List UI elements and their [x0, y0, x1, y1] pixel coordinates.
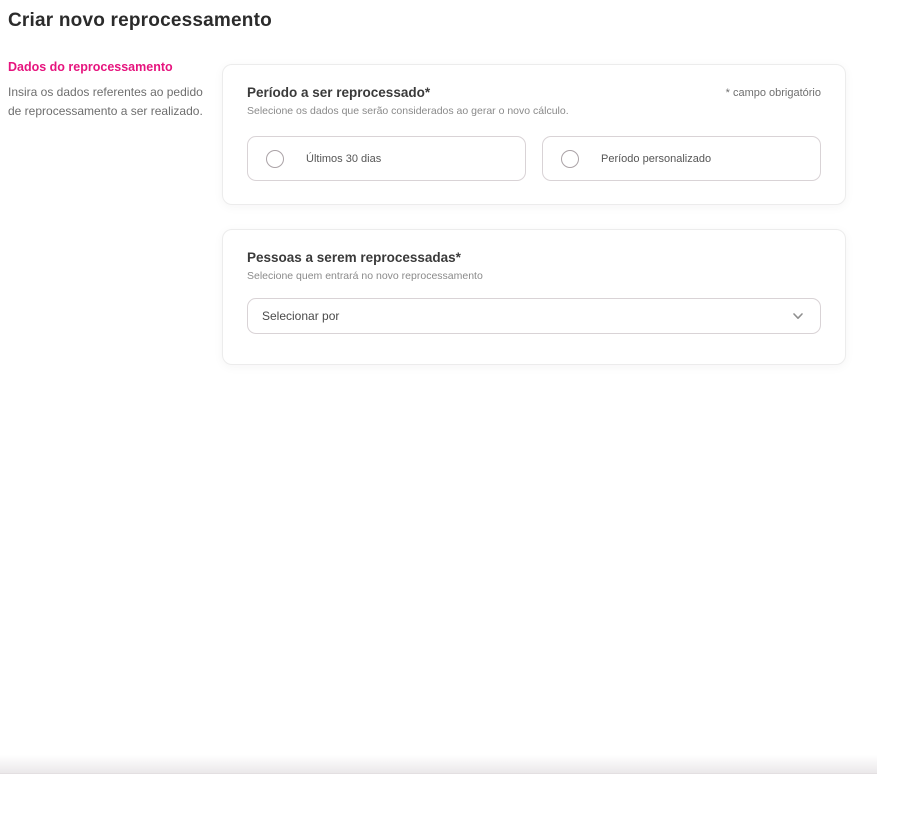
- period-card-header: [247, 85, 821, 100]
- page-title: Criar novo reprocessamento: [8, 10, 272, 31]
- period-options-row: [247, 136, 821, 181]
- sticky-footer-bar: [0, 773, 877, 825]
- period-card-subtitle: Selecione os dados que serão considerados ao gerar o novo cálculo.: [247, 105, 569, 117]
- period-card: [222, 64, 846, 205]
- radio-unchecked-icon: [266, 150, 284, 168]
- people-card-title: Pessoas a serem reprocessadas*: [247, 250, 461, 265]
- people-card-subtitle: Selecione quem entrará no novo reprocessamento: [247, 270, 483, 282]
- period-card-title: Período a ser reprocessado*: [247, 85, 431, 100]
- radio-option-custom-period[interactable]: [542, 136, 821, 181]
- required-field-note: * campo obrigatório: [725, 87, 821, 99]
- chevron-down-icon: [791, 309, 805, 323]
- select-by-dropdown-value: Selecionar por: [262, 309, 340, 323]
- section-heading: Dados do reprocessamento: [8, 60, 173, 74]
- radio-option-last-30-days[interactable]: [247, 136, 526, 181]
- reprocessing-data-section: [8, 60, 213, 120]
- radio-option-label: Últimos 30 dias: [306, 152, 382, 165]
- section-description: Insira os dados referentes ao pedido de reprocessamento a ser realizado.: [8, 85, 203, 118]
- radio-unchecked-icon: [561, 150, 579, 168]
- people-card-header: [247, 250, 821, 265]
- select-by-dropdown[interactable]: [247, 298, 821, 334]
- people-card: [222, 229, 846, 365]
- radio-option-label: Período personalizado: [601, 152, 712, 165]
